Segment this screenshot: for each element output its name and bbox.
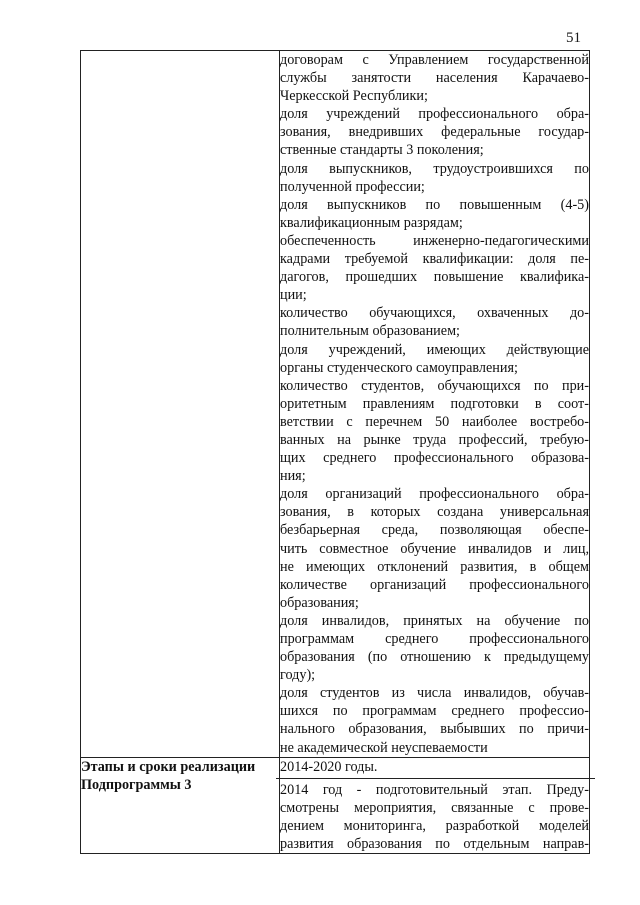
indicator-line: чить совместное обучение инвалидов и лиц, [280, 540, 589, 557]
indicator-line: службы занятости населения Карачаево- [280, 70, 589, 87]
stages-label-line: Этапы и сроки реализации [81, 758, 256, 775]
indicators-cell [280, 51, 590, 758]
indicator-item [280, 377, 589, 486]
indicator-item [280, 684, 589, 756]
indicator-line: кадрами требуемой квалификации: доля пе- [280, 251, 589, 268]
indicator-line: количество обучающихся, охваченных до- [280, 305, 589, 322]
indicator-line: полнительным образованием; [280, 323, 460, 340]
indicator-line: образования; [280, 594, 359, 611]
stages-period: 2014-2020 годы. [280, 758, 378, 775]
indicator-line: доля выпускников, трудоустроившихся по [280, 160, 589, 177]
stages-description-line: смотрены мероприятия, связанные с прове- [280, 799, 589, 816]
stages-value-cell [280, 757, 590, 853]
indicator-line: ственные стандарты 3 поколения; [280, 142, 484, 159]
indicator-line: доля выпускников по повышенным (4-5) [280, 196, 589, 213]
indicator-item [280, 160, 589, 196]
stages-description [280, 779, 589, 853]
indicator-line: доля учреждений, имеющих действующие [280, 341, 589, 358]
indicator-line: доля организаций профессионального обра- [280, 486, 589, 503]
indicator-item [280, 612, 589, 684]
indicator-item [280, 485, 589, 612]
indicator-line: не академической неуспеваемости [280, 739, 488, 756]
indicator-line: году); [280, 667, 316, 684]
indicator-line: ванных на рынке труда профессий, требую- [280, 431, 589, 448]
indicator-line: образования (по отношению к предыдущему [280, 649, 589, 666]
indicator-line: оритетным правлениям подготовки в соот- [280, 395, 589, 412]
indicator-line: щих среднего профессионального образова- [280, 450, 589, 467]
indicator-line: Черкесской Республики; [280, 88, 428, 105]
indicator-line: доля учреждений профессионального обра- [280, 106, 589, 123]
indicator-line: ции; [280, 287, 307, 304]
indicator-line: нального образования, выбывших по причи- [280, 721, 589, 738]
stages-description-line: дением мониторинга, разработкой моделей [280, 817, 589, 834]
indicator-item [280, 232, 589, 304]
indicator-item [280, 341, 589, 377]
indicator-line: зования, внедривших федеральные государ- [280, 124, 589, 141]
indicator-line: ветствии с перечнем 50 наиболее востребо- [280, 413, 589, 430]
stages-label-cell [81, 757, 280, 853]
indicator-line: органы студенческого самоуправления; [280, 359, 518, 376]
stages-description-line: 2014 год - подготовительный этап. Преду- [280, 781, 589, 798]
indicator-item [280, 105, 589, 159]
indicator-line: количество студентов, обучающихся по при- [280, 377, 589, 394]
indicator-line: не имеющих отклонений развития, в общем [280, 558, 589, 575]
stages-description-line: развития образования по отдельным направ- [280, 836, 589, 853]
stages-row [81, 757, 590, 853]
indicator-line: безбарьерная среда, позволяющая обеспе- [280, 522, 589, 539]
indicator-line: шихся по программам среднего профессио- [280, 703, 589, 720]
indicator-line: доля студентов из числа инвалидов, обучав- [280, 685, 589, 702]
indicators-label-cell [81, 51, 280, 758]
indicator-line: программам среднего профессионального [280, 631, 589, 647]
indicator-item [280, 51, 589, 105]
indicator-line: зования, в которых создана универсальная [280, 504, 589, 521]
indicator-line: обеспеченность инженерно-педагогическими [280, 232, 589, 249]
indicator-line: дагогов, прошедших повышение квалифика- [280, 269, 589, 286]
indicator-item [280, 304, 589, 340]
indicator-line: квалификационным разрядам; [280, 214, 463, 231]
program-passport-table [80, 50, 590, 854]
indicator-line: ния; [280, 468, 306, 485]
indicator-line: договорам с Управлением государственной [280, 52, 589, 68]
page-number: 51 [566, 30, 581, 46]
indicator-line: количестве организаций профессионального [280, 576, 589, 593]
indicator-line: доля инвалидов, принятых на обучение по [280, 612, 589, 629]
stages-label-line: Подпрограммы 3 [81, 776, 192, 793]
indicators-row [81, 51, 590, 758]
indicator-item [280, 196, 589, 232]
indicator-line: полученной профессии; [280, 178, 425, 195]
